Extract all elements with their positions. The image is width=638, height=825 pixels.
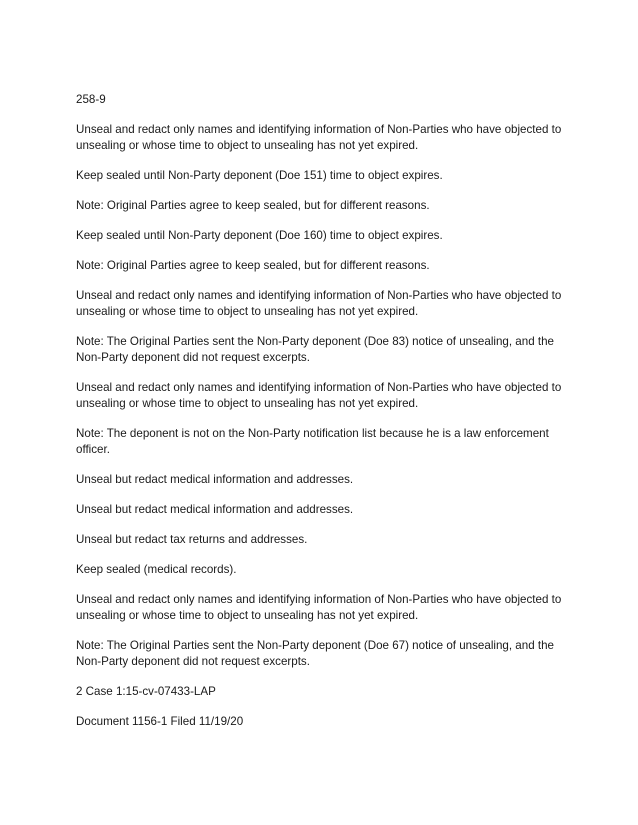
paragraph-13: Keep sealed (medical records). bbox=[76, 563, 237, 576]
paragraph-1: Unseal and redact only names and identifying information of Non-Parties who have objected to unsealing or whose time to object to unsealing has not yet expired. bbox=[76, 123, 562, 152]
paragraph-4: Keep sealed until Non-Party deponent (Doe 160) time to object expires. bbox=[76, 229, 443, 242]
paragraph-14: Unseal and redact only names and identifying information of Non-Parties who have objected to unsealing or whose time to object to unsealing has not yet expired. bbox=[76, 593, 562, 622]
paragraph-12: Unseal but redact tax returns and addresses. bbox=[76, 533, 308, 546]
paragraph-15: Note: The Original Parties sent the Non-Party deponent (Doe 67) notice of unsealing, and the Non-Party deponent did not request excerpts. bbox=[76, 639, 554, 668]
paragraph-5: Note: Original Parties agree to keep sealed, but for different reasons. bbox=[76, 259, 430, 272]
paragraph-9: Note: The deponent is not on the Non-Party notification list because he is a law enforcement officer. bbox=[76, 427, 549, 456]
paragraph-2: Keep sealed until Non-Party deponent (Doe 151) time to object expires. bbox=[76, 169, 443, 182]
paragraph-11: Unseal but redact medical information and addresses. bbox=[76, 503, 354, 516]
paragraph-10: Unseal but redact medical information and addresses. bbox=[76, 473, 354, 486]
case-number: 2 Case 1:15-cv-07433-LAP bbox=[76, 685, 216, 698]
document-heading: 258-9 bbox=[76, 93, 106, 106]
paragraph-3: Note: Original Parties agree to keep sealed, but for different reasons. bbox=[76, 199, 430, 212]
document-filed-line: Document 1156-1 Filed 11/19/20 bbox=[76, 715, 244, 728]
document-body bbox=[76, 92, 576, 730]
paragraph-8: Unseal and redact only names and identifying information of Non-Parties who have objected to unsealing or whose time to object to unsealing has not yet expired. bbox=[76, 381, 562, 410]
paragraph-7: Note: The Original Parties sent the Non-Party deponent (Doe 83) notice of unsealing, and the Non-Party deponent did not request excerpts. bbox=[76, 335, 554, 364]
paragraph-6: Unseal and redact only names and identifying information of Non-Parties who have objected to unsealing or whose time to object to unsealing has not yet expired. bbox=[76, 289, 562, 318]
